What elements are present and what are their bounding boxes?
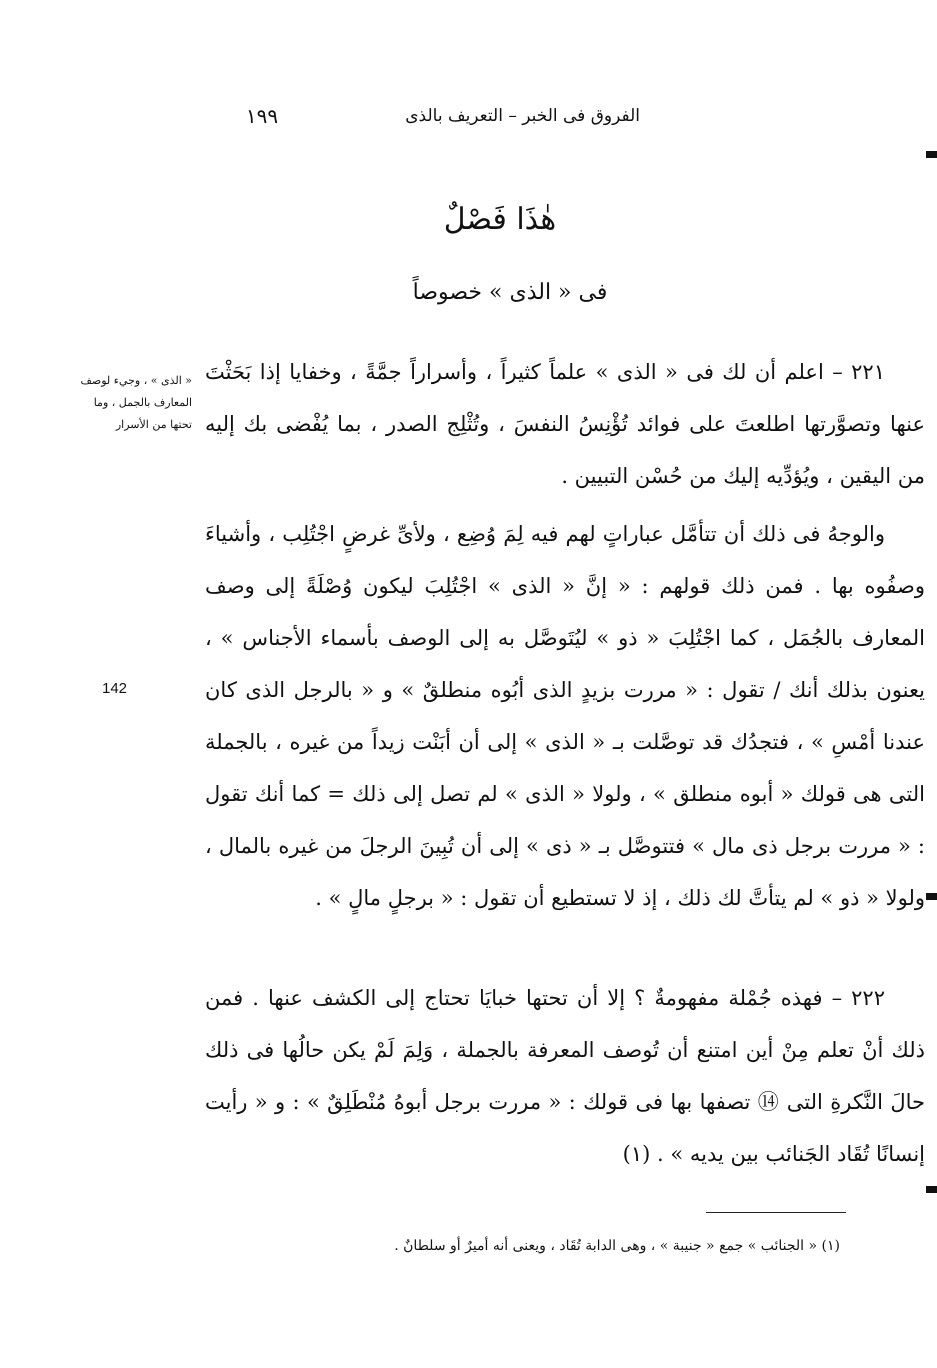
paragraph-222 bbox=[205, 972, 925, 1180]
paragraph-221 bbox=[205, 346, 925, 502]
running-title: الفروق فى الخبر – التعريف بالذى bbox=[405, 106, 640, 126]
margin-note: « الذى » ، وجيء لوصف المعارف بالجمل ، وما تحتها من الأسرار bbox=[80, 374, 192, 431]
paragraph-text: والوجهُ فى ذلك أن تتأمَّل عباراتٍ لهم فيه لِمَ وُضِع ، ولأىِّ غرضٍ اجْتُلِب ، وأشياءَ وصفُوه بها . فمن ذلك قولهم : « إنَّ « الذى » اجْتُلِبَ ليكون وُصْلَةً إلى وصف المعارف بالجُمَل ، كما اجْتُلِبَ « ذو » ليُتَوصَّل به إلى الوصف بأسماء الأجناس » ، يعنون بذلك أنك / تقول : « مررت بزيدٍ الذى أبُوه منطلقٌ » و « بالرجل الذى كان عندنا أمْسِ » ، فتجدُك قد توصَّلت بـ « الذى » إلى أن أبَنْت زيداً من غيره ، بالجملة التى هى قولك « أبوه منطلق » ، ولولا « الذى » لم تصل إلى ذلك = كما أنك تقول : « مررت برجل ذى مال » فتتوصَّل بـ « ذى » إلى أن تُبِينَ الرجلَ من غيره بالمال ، ولولا « ذو » لم يتأتَّ لك ذلك ، إذ لا تستطيع أن تقول : « برجلٍ مالٍ » . bbox=[205, 522, 925, 910]
margin-folio-number: 142 bbox=[102, 680, 128, 697]
edge-mark bbox=[926, 893, 937, 900]
footnote-divider bbox=[706, 1212, 846, 1213]
edge-mark bbox=[926, 151, 937, 158]
edge-mark bbox=[926, 1186, 937, 1193]
paragraph-text: ٢٢٢ – فهذه جُمْلة مفهومةٌ ؟ إلا أن تحتها خبايَا تحتاج إلى الكشف عنها . فمن ذلك أنْ تعلم مِنْ أين امتنع أن تُوصف المعرفة بالجملة ، وَلِمَ لَمْ يكن حالُها فى ذلك حالَ النَّكرةِ التى ⑭ تصفها بها فى قولك : « مررت برجل أبوهُ مُنْطَلِقٌ » : و « رأيت إنسانًا تُقَاد الجَنائب بين يديه » . (١) bbox=[205, 986, 925, 1166]
footnote: (١) « الجنائب » جمع « جنيبة » ، وهى الدابة تُقَاد ، ويعنى أنه أميرٌ أو سلطانٌ . bbox=[394, 1238, 840, 1254]
page-number: ١٩٩ bbox=[245, 104, 279, 128]
chapter-subtitle: فى « الذى » خصوصاً bbox=[412, 280, 608, 305]
paragraph-text: ٢٢١ – اعلم أن لك فى « الذى » علماً كثيراً ، وأسراراً جمَّةً ، وخفايا إذا بَحَثْتَ عنها وتصوَّرتها اطلعتَ على فوائد تُؤْنِسُ النفسَ ، وتُثْلِج الصدر ، بما يُفْضى بك إليه من اليقين ، ويُؤدِّيه إليك من حُسْن التبيين . bbox=[205, 360, 925, 488]
paragraph-wajh bbox=[205, 508, 925, 924]
chapter-title: هٰذَا فَصْلٌ bbox=[443, 202, 557, 237]
